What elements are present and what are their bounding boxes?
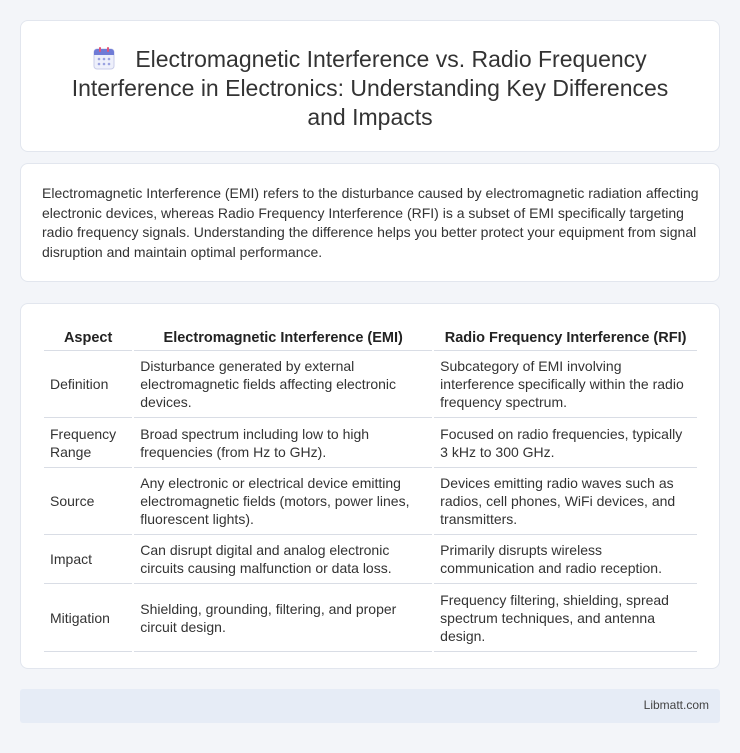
cell-rfi: Focused on radio frequencies, typically 3 kHz to 300 GHz.: [434, 418, 697, 468]
footer-brand-link[interactable]: Libmatt.com: [643, 698, 709, 712]
calendar-icon: [93, 47, 115, 70]
table-header-row: [44, 325, 697, 351]
cell-rfi: Subcategory of EMI involving interference specifically within the radio frequency spectrum.: [434, 351, 697, 418]
cell-aspect: Mitigation: [44, 584, 132, 652]
table-row: [44, 418, 697, 468]
page-title-text: Electromagnetic Interference vs. Radio Frequency Interference in Electronics: Understanding Key Differences and Impacts: [71, 46, 669, 130]
cell-rfi: Frequency filtering, shielding, spread spectrum techniques, and antenna design.: [434, 584, 697, 652]
cell-rfi: Primarily disrupts wireless communication and radio reception.: [434, 535, 697, 584]
header-emi: Electromagnetic Interference (EMI): [134, 325, 432, 351]
cell-emi: Can disrupt digital and analog electronic circuits causing malfunction or data loss.: [134, 535, 432, 584]
cell-aspect: Source: [44, 468, 132, 535]
cell-emi: Shielding, grounding, filtering, and proper circuit design.: [134, 584, 432, 652]
comparison-card: [20, 303, 720, 669]
cell-aspect: Impact: [44, 535, 132, 584]
cell-aspect: Definition: [44, 351, 132, 418]
cell-emi: Disturbance generated by external electromagnetic fields affecting electronic devices.: [134, 351, 432, 418]
cell-aspect: Frequency Range: [44, 418, 132, 468]
footer-bar: [20, 689, 720, 723]
cell-emi: Broad spectrum including low to high frequencies (from Hz to GHz).: [134, 418, 432, 468]
page-title: [51, 45, 689, 132]
table-row: [44, 584, 697, 652]
table-row: [44, 351, 697, 418]
intro-card: [20, 163, 720, 282]
title-card: [20, 20, 720, 152]
comparison-table: [42, 325, 699, 652]
table-row: [44, 535, 697, 584]
table-row: [44, 468, 697, 535]
intro-paragraph: Electromagnetic Interference (EMI) refers to the disturbance caused by electromagnetic radiation affecting electronic devices, whereas Radio Frequency Interference (RFI) is a subset of EMI specifically targeting radio frequency signals. Understanding the difference helps you better protect your equipment from signal disruption and maintain optimal performance.: [42, 185, 699, 260]
cell-emi: Any electronic or electrical device emitting electromagnetic fields (motors, power lines, fluorescent lights).: [134, 468, 432, 535]
cell-rfi: Devices emitting radio waves such as radios, cell phones, WiFi devices, and transmitters.: [434, 468, 697, 535]
header-rfi: Radio Frequency Interference (RFI): [434, 325, 697, 351]
header-aspect: Aspect: [44, 325, 132, 351]
